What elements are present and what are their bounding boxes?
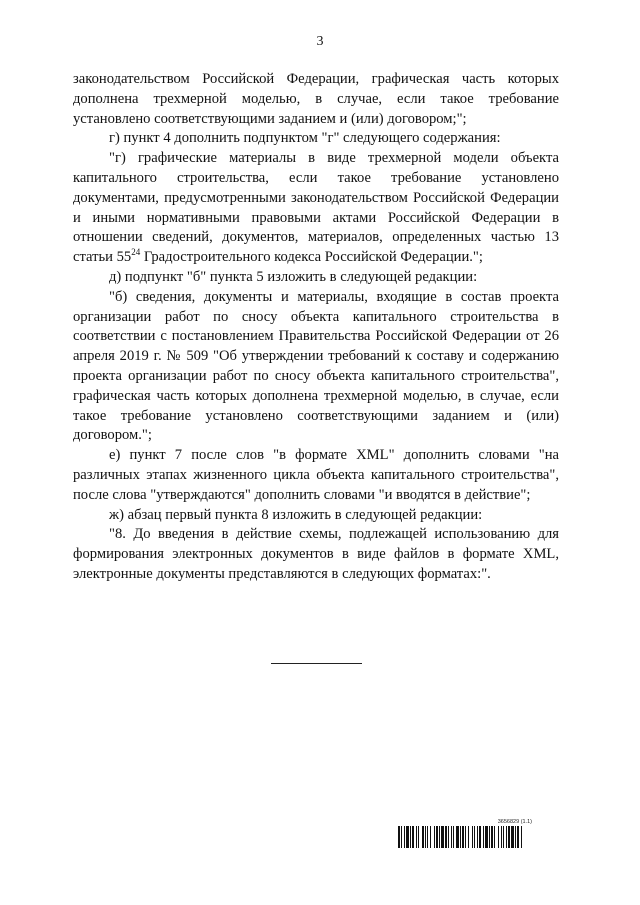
- barcode-icon: [398, 826, 562, 848]
- barcode-bar: [517, 826, 519, 848]
- paragraph-continuation: законодательством Российской Федерации, графическая часть которых дополнена трехмерной моделью, в случае, если такое требование установлено соответствующими заданием и (или) договором;";: [73, 71, 559, 127]
- barcode-bar: [441, 826, 444, 848]
- barcode-bar: [422, 826, 424, 848]
- barcode-label: 3656829 (1.1): [497, 819, 532, 825]
- paragraph-item-g: г) пункт 4 дополнить подпунктом "г" следующего содержания:: [109, 130, 501, 147]
- paragraph-quote-8: "8. До введения в действие схемы, подлежащей использованию для формирования электронных документов в виде файлов в формате XML, электронные документы представляются в следующих форматах:".: [73, 526, 559, 582]
- barcode-bar: [436, 826, 438, 848]
- barcode-bar: [453, 826, 454, 848]
- barcode-bar: [465, 826, 466, 848]
- paragraph-item-e: е) пункт 7 после слов "в формате XML" дополнить словами "на различных этапах жизненного цикла объекта капитального строительства", после слова "утверждаются" дополнить словами "и вводятся в действие";: [73, 447, 559, 503]
- quote-g-text-after: Градостроительного кодекса Российской Федерации.";: [140, 249, 483, 266]
- barcode-bar: [445, 826, 447, 848]
- barcode-bar: [427, 826, 428, 848]
- page-number: 3: [316, 34, 324, 49]
- paragraph-item-d: д) подпункт "б" пункта 5 изложить в следующей редакции:: [109, 268, 478, 285]
- quote-g-text-before: "г) графические материалы в виде трехмерной модели объекта капитального строительства, если такое требование установлено документами, предусмотренными законодательством Российской Федерации и иными нормативными правовыми актами Российской Федерации в отношении сведений, документов, материалов, определенных частью 13 статьи 55: [73, 150, 559, 266]
- barcode-bar: [472, 826, 473, 848]
- barcode-bar: [410, 826, 411, 848]
- barcode-bar: [430, 826, 431, 848]
- paragraph-item-zh: ж) абзац первый пункта 8 изложить в следующей редакции:: [109, 506, 483, 523]
- barcode-bar: [483, 826, 484, 848]
- barcode-bar: [434, 826, 435, 848]
- barcode-bar: [460, 826, 461, 848]
- barcode-bar: [479, 826, 481, 848]
- barcode-block: [398, 818, 562, 848]
- barcode-bar: [494, 826, 495, 848]
- barcode-bar: [398, 826, 400, 848]
- barcode-bar: [477, 826, 478, 848]
- barcode-bar: [515, 826, 516, 848]
- article-superscript: 24: [131, 247, 141, 258]
- barcode-bar: [468, 826, 469, 848]
- barcode-bar: [451, 826, 452, 848]
- barcode-bar: [425, 826, 426, 848]
- barcode-bar: [498, 826, 499, 848]
- barcode-bar: [489, 826, 490, 848]
- barcode-bar: [416, 826, 417, 848]
- barcode-bar: [439, 826, 440, 848]
- barcode-bar: [418, 826, 419, 848]
- barcode-bar: [456, 826, 459, 848]
- barcode-bar: [448, 826, 449, 848]
- barcode-bar: [401, 826, 402, 848]
- paragraph-quote-b: "б) сведения, документы и материалы, входящие в состав проекта организации работ по сносу объекта капитального строительства в соответствии с постановлением Правительства Российской Федерации от 26 апреля 2019 г. № 509 "Об утверждении требований к составу и содержанию проекта организации работ по сносу объекта капитального строительства", графическая часть которых дополнена трехмерной моделью, в случае, если такое требование установлено соответствующими заданием и (или) договором.";: [73, 288, 559, 444]
- barcode-bar: [491, 826, 493, 848]
- barcode-bar: [508, 826, 510, 848]
- paragraph-quote-g: [73, 149, 559, 268]
- barcode-bar: [412, 826, 414, 848]
- barcode-bar: [474, 826, 475, 848]
- barcode-bar: [404, 826, 405, 848]
- barcode-bar: [506, 826, 507, 848]
- barcode-bar: [485, 826, 488, 848]
- separator-line: [271, 663, 362, 664]
- barcode-bar: [511, 826, 514, 848]
- barcode-bar: [462, 826, 464, 848]
- barcode-bar: [501, 826, 502, 848]
- barcode-bar: [406, 826, 409, 848]
- document-body: [73, 70, 559, 585]
- barcode-bar: [521, 826, 522, 848]
- barcode-bar: [503, 826, 504, 848]
